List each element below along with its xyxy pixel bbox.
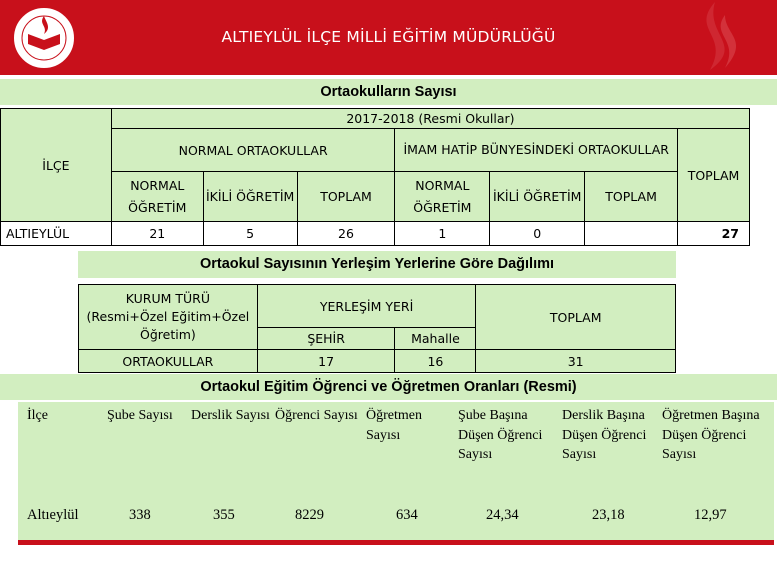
ih-normal-value: 1 (395, 222, 490, 246)
mahalle-header: Mahalle (395, 328, 476, 350)
section2-title: Ortaokul Sayısının Yerleşim Yerlerine Göre Dağılımı (78, 251, 676, 278)
yerlesim-yeri-header: YERLEŞİM YERİ (257, 285, 476, 328)
derslik-basina-header: Derslik Başına Düşen Öğrenci Sayısı (562, 408, 647, 462)
ikili-value: 5 (203, 222, 297, 246)
panel-bottom-stripe (18, 540, 774, 545)
toplam-header: TOPLAM (297, 172, 395, 222)
ilce-header: İlçe (27, 408, 48, 423)
ih-normal-ogretim-header: NORMAL ÖĞRETİM (395, 172, 490, 222)
imam-group-header: İMAM HATİP BÜNYESİNDEKİ ORTAOKULLAR (395, 129, 678, 172)
ogrenci-sayisi-header: Öğrenci Sayısı (275, 408, 358, 423)
ogretmen-sayisi-header: Öğretmen Sayısı (366, 408, 422, 443)
toplam-value: 31 (476, 350, 676, 373)
mahalle-value: 16 (395, 350, 476, 373)
ogretmen-basina-header: Öğretmen Başına Düşen Öğrenci Sayısı (662, 408, 760, 462)
sube-sayisi-header: Şube Sayısı (107, 408, 173, 423)
sehir-value: 17 (257, 350, 395, 373)
sube-basina-value: 24,34 (486, 507, 519, 523)
genel-toplam-header: TOPLAM (677, 129, 749, 222)
toplam-value: 26 (297, 222, 395, 246)
derslik-sayisi-value: 355 (213, 507, 235, 523)
ilce-header: İLÇE (1, 109, 112, 222)
ih-ikili-value: 0 (490, 222, 585, 246)
section1-title: Ortaokulların Sayısı (0, 79, 777, 105)
ilce-cell: ALTIEYLÜL (1, 222, 112, 246)
page-title: ALTIEYLÜL İLÇE MİLLİ EĞİTİM MÜDÜRLÜĞÜ (221, 28, 556, 46)
section3-title: Ortaokul Eğitim Öğrenci ve Öğretmen Oranları (Resmi) (200, 379, 577, 395)
sube-basina-header: Şube Başına Düşen Öğrenci Sayısı (458, 408, 543, 462)
normal-value: 21 (111, 222, 203, 246)
sube-sayisi-value: 338 (129, 507, 151, 523)
settlement-distribution-table (78, 284, 676, 373)
ortaokullar-label: ORTAOKULLAR (79, 350, 258, 373)
normal-ogretim-header: NORMAL ÖĞRETİM (111, 172, 203, 222)
sehir-header: ŞEHİR (257, 328, 395, 350)
genel-toplam-value: 27 (677, 222, 749, 246)
ogretmen-sayisi-value: 634 (396, 507, 418, 523)
ogrenci-sayisi-value: 8229 (295, 507, 324, 523)
derslik-basina-value: 23,18 (592, 507, 625, 523)
derslik-sayisi-header: Derslik Sayısı (191, 408, 270, 423)
ikili-ogretim-header: İKİLİ ÖĞRETİM (203, 172, 297, 222)
kurum-turu-header: KURUM TÜRÜ (Resmi+Özel Eğitim+Özel Öğretim) (79, 285, 258, 350)
ih-ikili-ogretim-header: İKİLİ ÖĞRETİM (490, 172, 585, 222)
ilce-value: Altıeylül (27, 507, 79, 523)
torch-flame-icon (670, 0, 760, 75)
ogretmen-basina-value: 12,97 (694, 507, 727, 523)
toplam-header: TOPLAM (476, 285, 676, 350)
normal-group-header: NORMAL ORTAOKULLAR (111, 129, 395, 172)
ih-toplam-header: TOPLAM (585, 172, 678, 222)
ih-toplam-value (585, 222, 678, 246)
ratios-table (0, 406, 777, 536)
schools-count-table (0, 108, 750, 246)
year-header: 2017-2018 (Resmi Okullar) (111, 109, 749, 129)
